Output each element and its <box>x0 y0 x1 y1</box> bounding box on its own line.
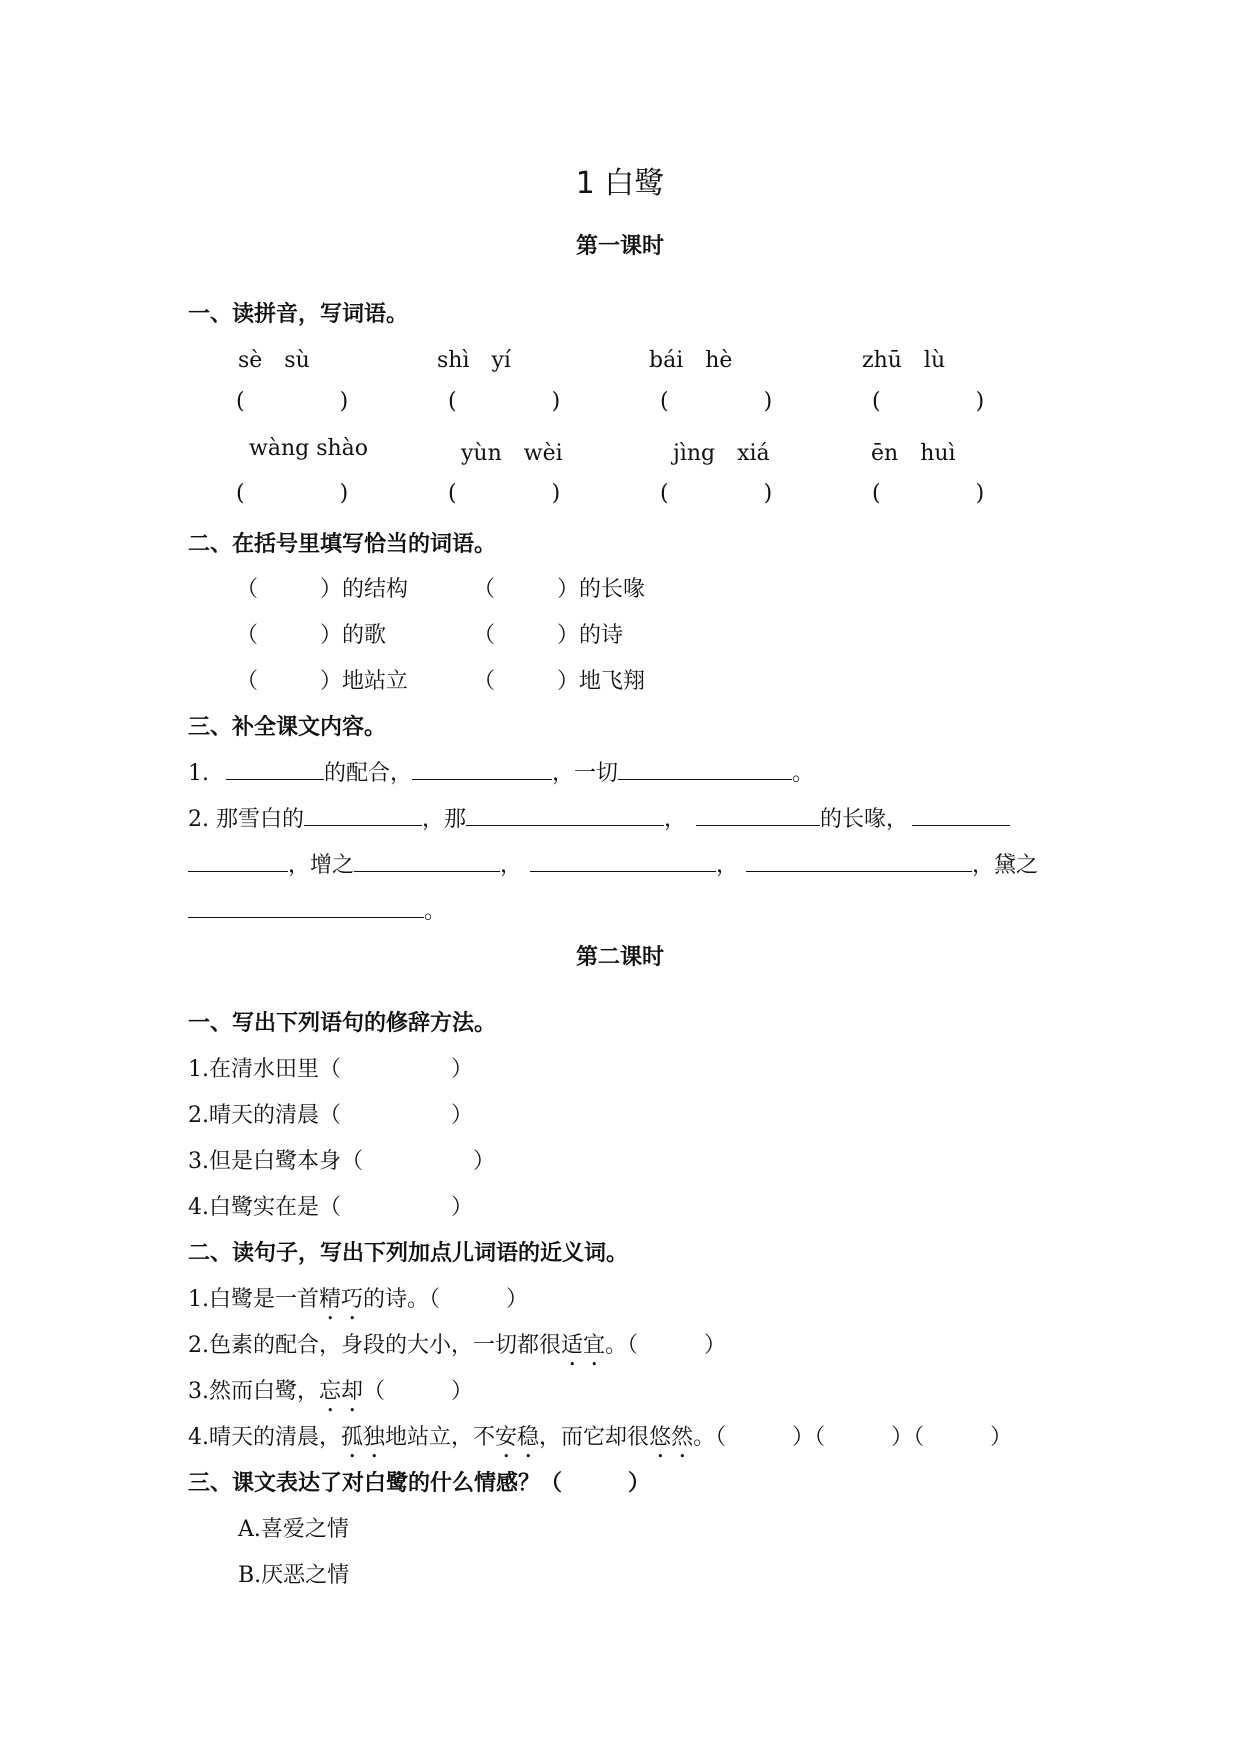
blank-11[interactable] <box>746 849 972 872</box>
pinyin-5: wàng shào <box>249 436 369 461</box>
blank-9[interactable] <box>354 849 500 872</box>
rhetoric-item-2[interactable]: 2.晴天的清晨（ ） <box>188 1103 473 1128</box>
fill-item-2[interactable]: （ ）的长喙 <box>473 577 646 602</box>
rhetoric-item-1[interactable]: 1.在清水田里（ ） <box>188 1057 473 1082</box>
lesson1-heading: 第一课时 <box>575 234 664 259</box>
answer-paren-6[interactable]: ( ) <box>448 481 561 506</box>
answer-paren-2[interactable]: ( ) <box>448 389 561 414</box>
option-b[interactable]: B.厌恶之情 <box>238 1563 350 1588</box>
blank-5[interactable] <box>466 803 664 826</box>
blank-12[interactable] <box>188 895 424 918</box>
blank-7[interactable] <box>912 803 1010 826</box>
pinyin-7: jìng xiá <box>673 441 770 466</box>
fill-item-1[interactable]: （ ）的结构 <box>236 577 409 602</box>
blank-3[interactable] <box>618 757 792 780</box>
l1-q3-heading: 三、补全课文内容。 <box>188 715 387 740</box>
answer-paren-7[interactable]: ( ) <box>660 481 773 506</box>
pinyin-2: shì yí <box>437 348 511 373</box>
synonym-item-4[interactable]: 4.晴天的清晨，孤独地站立，不安稳，而它却很悠然。（ ）（ ）（ ） <box>188 1425 1013 1450</box>
answer-paren-4[interactable]: ( ) <box>872 389 985 414</box>
answer-paren-5[interactable]: ( ) <box>236 481 349 506</box>
answer-paren-1[interactable]: ( ) <box>236 389 349 414</box>
blank-10[interactable] <box>530 849 716 872</box>
recite-line-3: ，增之 ， ， ，黛之 <box>188 848 1038 879</box>
pinyin-1: sè sù <box>238 348 310 373</box>
fill-item-6[interactable]: （ ）地飞翔 <box>473 669 646 694</box>
recite-line-1: 1. 的配合， ，一切 。 <box>188 756 814 787</box>
answer-paren-8[interactable]: ( ) <box>872 481 985 506</box>
recite-line-2: 2. 那雪白的 ，那 ， 的长喙， <box>188 802 1010 833</box>
blank-2[interactable] <box>412 757 552 780</box>
l1-q1-heading: 一、读拼音，写词语。 <box>188 302 409 327</box>
pinyin-3: bái hè <box>649 348 733 373</box>
pinyin-8: ēn huì <box>871 441 956 466</box>
answer-paren-3[interactable]: ( ) <box>660 389 773 414</box>
recite-line-4: 。 <box>188 894 446 925</box>
rhetoric-item-4[interactable]: 4.白鹭实在是（ ） <box>188 1195 473 1220</box>
l1-q2-heading: 二、在括号里填写恰当的词语。 <box>188 532 497 557</box>
synonym-item-1[interactable]: 1.白鹭是一首精巧的诗。（ ） <box>188 1287 529 1312</box>
synonym-item-3[interactable]: 3.然而白鹭，忘却（ ） <box>188 1379 474 1404</box>
blank-4[interactable] <box>304 803 422 826</box>
rhetoric-item-3[interactable]: 3.但是白鹭本身（ ） <box>188 1149 495 1174</box>
l2-q2-heading: 二、读句子，写出下列加点儿词语的近义词。 <box>188 1241 629 1266</box>
fill-item-4[interactable]: （ ）的诗 <box>473 623 624 648</box>
l2-q3-heading[interactable]: 三、课文表达了对白鹭的什么情感？（ ） <box>188 1471 651 1496</box>
fill-item-3[interactable]: （ ）的歌 <box>236 623 387 648</box>
fill-item-5[interactable]: （ ）地站立 <box>236 669 409 694</box>
synonym-item-2[interactable]: 2.色素的配合，身段的大小，一切都很适宜。（ ） <box>188 1333 727 1358</box>
l2-q1-heading: 一、写出下列语句的修辞方法。 <box>188 1011 497 1036</box>
pinyin-4: zhū lù <box>862 348 946 373</box>
blank-8[interactable] <box>188 849 288 872</box>
blank-1[interactable] <box>226 757 324 780</box>
blank-6[interactable] <box>696 803 820 826</box>
option-a[interactable]: A.喜爱之情 <box>238 1517 349 1542</box>
pinyin-6: yùn wèi <box>461 441 563 466</box>
page-title: 1 白鹭 <box>575 166 665 201</box>
lesson2-heading: 第二课时 <box>575 945 664 970</box>
